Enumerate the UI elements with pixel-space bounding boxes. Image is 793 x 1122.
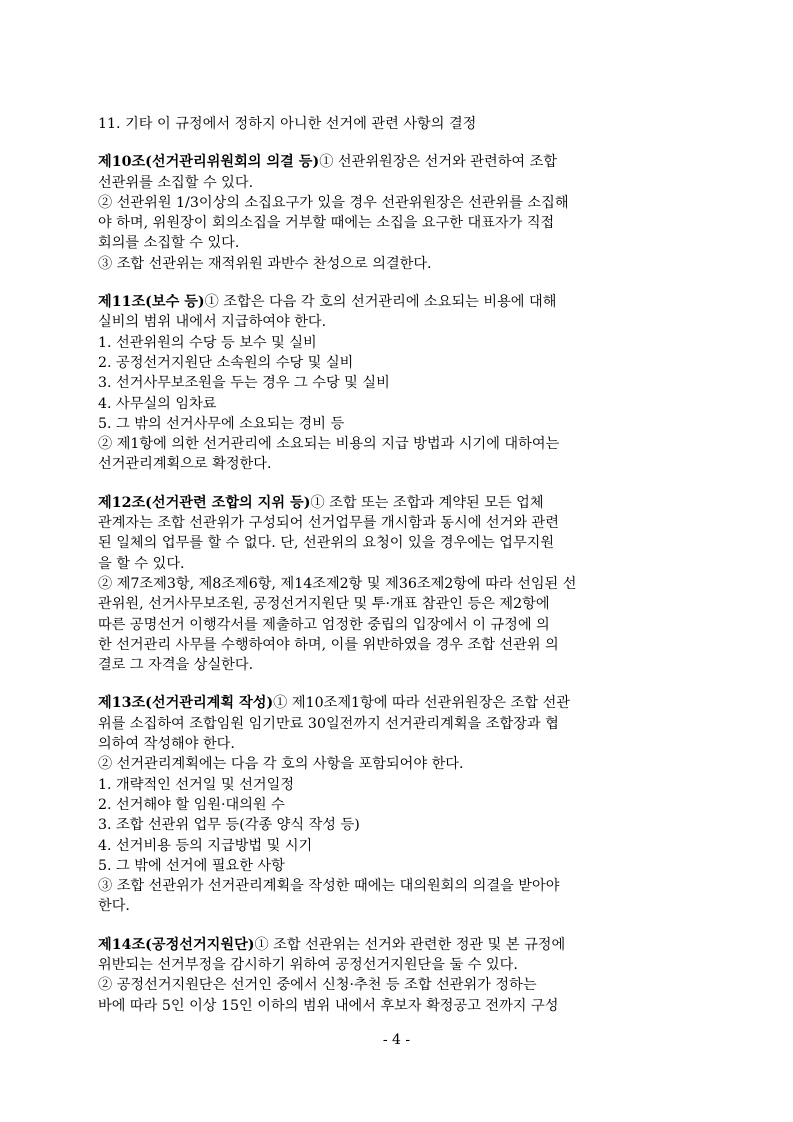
article-first-line: [98, 693, 666, 713]
article-line: 1. 선관위원의 수당 등 보수 및 실비: [98, 334, 317, 351]
article-first-line: [98, 493, 666, 513]
article-first-line: [98, 935, 666, 955]
article-line: 1. 개략적인 선거일 및 선거일정: [98, 776, 295, 793]
article-line: 바에 따라 5인 이상 15인 이하의 범위 내에서 후보자 확정공고 전까지 구성: [98, 997, 559, 1014]
article-first-line-text: ① 조합은 다음 각 호의 선거관리에 소요되는 비용에 대해: [204, 294, 557, 311]
article-line: 한다.: [98, 898, 130, 915]
article-line: ② 선관위원 1/3이상의 소집요구가 있을 경우 선관위원장은 선관위를 소집해: [98, 194, 569, 211]
spacer: [98, 274, 666, 292]
article-line: 의하여 작성해야 한다.: [98, 736, 235, 753]
article-line: 관계자는 조합 선관위가 구성되어 선거업무를 개시함과 동시에 선거와 관련: [98, 515, 559, 532]
intro-line: 11. 기타 이 규정에서 정하지 아니한 선거에 관련 사항의 결정: [98, 116, 477, 132]
article-line: 2. 공정선거지원단 소속원의 수당 및 실비: [98, 354, 354, 371]
article-line: 결로 그 자격을 상실한다.: [98, 657, 254, 674]
article-line: ② 제7조제3항, 제8조제6항, 제14조제2항 및 제36조제2항에 따라 선임된 선: [98, 575, 577, 592]
article-line: 실비의 범위 내에서 지급하여야 한다.: [98, 314, 327, 331]
article-11: [98, 292, 666, 475]
spacer: [98, 475, 666, 493]
article-line: 따른 공명선거 이행각서를 제출하고 엄정한 중립의 입장에서 이 규정에 의: [98, 616, 550, 633]
article-line: 야 하며, 위원장이 회의소집을 거부할 때에는 소집을 요구한 대표자가 직접: [98, 215, 555, 232]
article-line: ② 공정선거지원단은 선거인 중에서 신청·추천 등 조합 선관위가 정하는: [98, 977, 537, 994]
article-13: [98, 693, 666, 916]
article-line: 3. 조합 선관위 업무 등(각종 양식 작성 등): [98, 817, 360, 834]
article-line: 선거관리계획으로 확정한다.: [98, 456, 272, 473]
spacer: [98, 134, 666, 152]
article-line: 4. 사무실의 임차료: [98, 395, 217, 412]
article-line: 위를 소집하여 조합임원 임기만료 30일전까지 선거관리계획을 조합장과 협: [98, 715, 559, 732]
article-first-line-text: ① 조합 선관위는 선거와 관련한 정관 및 본 규정에: [254, 936, 566, 953]
article-line: 회의를 소집할 수 있다.: [98, 235, 240, 252]
article-title: 제13조(선거관리계획 작성): [98, 695, 274, 712]
article-line: 된 일체의 업무를 할 수 없다. 단, 선관위의 요청이 있을 경우에는 업무지원: [98, 535, 555, 552]
article-first-line-text: ① 선관위원장은 선거와 관련하여 조합: [319, 154, 558, 171]
article-title: 제12조(선거관련 조합의 지위 등): [98, 494, 311, 511]
article-title: 제14조(공정선거지원단): [98, 936, 255, 953]
article-first-line-text: ① 조합 또는 조합과 계약된 모든 업체: [310, 494, 544, 511]
article-line: 4. 선거비용 등의 지급방법 및 시기: [98, 837, 313, 854]
article-line: 선관위를 소집할 수 있다.: [98, 174, 254, 191]
article-line: 5. 그 밖에 선거에 필요한 사항: [98, 857, 285, 874]
article-10: [98, 152, 666, 274]
document-body: [98, 114, 666, 1016]
spacer: [98, 917, 666, 935]
article-line: ② 제1항에 의한 선거관리에 소요되는 비용의 지급 방법과 시기에 대하여는: [98, 436, 560, 453]
article-line: 2. 선거해야 할 임원·대의원 수: [98, 796, 285, 813]
article-title: 제10조(선거관리위원회의 의결 등): [98, 154, 320, 171]
article-line: ③ 조합 선관위는 재적위원 과반수 찬성으로 의결한다.: [98, 255, 432, 272]
spacer: [98, 675, 666, 693]
page-number: - 4 -: [382, 1032, 411, 1048]
article-line: 위반되는 선거부정을 감시하기 위하여 공정선거지원단을 둘 수 있다.: [98, 956, 518, 973]
article-line: 을 할 수 있다.: [98, 555, 185, 572]
article-14: [98, 935, 666, 1016]
article-first-line: [98, 152, 666, 172]
article-line: 3. 선거사무보조원을 두는 경우 그 수당 및 실비: [98, 375, 390, 392]
article-line: ③ 조합 선관위가 선거관리계획을 작성한 때에는 대의원회의 의결을 받아야: [98, 878, 560, 895]
article-line: ② 선거관리계획에는 다음 각 호의 사항을 포함되어야 한다.: [98, 756, 464, 773]
article-line: 한 선거관리 사무를 수행하여야 하며, 이를 위반하였을 경우 조합 선관위 의: [98, 636, 559, 653]
article-title: 제11조(보수 등): [98, 294, 205, 311]
article-line: 5. 그 밖의 선거사무에 소요되는 경비 등: [98, 415, 345, 432]
article-line: 관위원, 선거사무보조원, 공정선거지원단 및 투·개표 참관인 등은 제2항에: [98, 596, 550, 613]
article-first-line: [98, 292, 666, 312]
article-first-line-text: ① 제10조제1항에 따라 선관위원장은 조합 선관: [273, 695, 570, 712]
article-12: [98, 493, 666, 676]
